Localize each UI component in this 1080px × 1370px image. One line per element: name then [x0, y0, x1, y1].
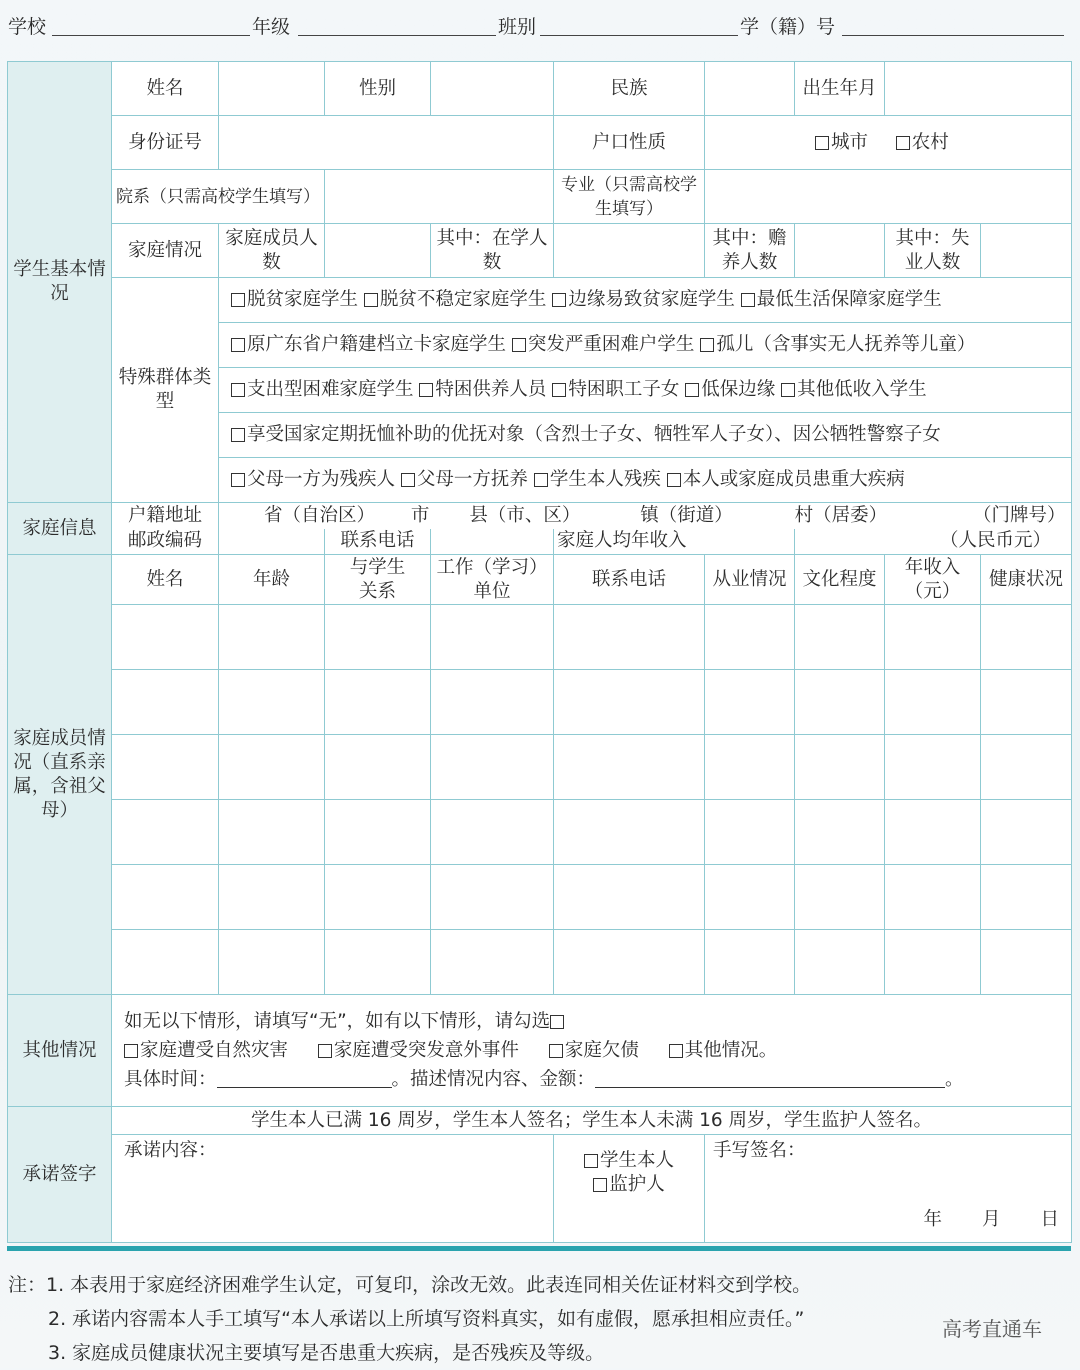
- special-option: 原广东省户籍建档立卡家庭学生: [247, 334, 507, 355]
- cell[interactable]: [795, 865, 885, 930]
- cell[interactable]: [219, 800, 325, 865]
- cell[interactable]: [554, 605, 705, 670]
- in-school-field[interactable]: [554, 224, 705, 278]
- cell[interactable]: [431, 865, 554, 930]
- year-label: 年: [923, 1209, 942, 1230]
- form-header: [0, 0, 1080, 50]
- cell[interactable]: [885, 605, 981, 670]
- special-checkbox[interactable]: [512, 338, 526, 352]
- note-item: 3. 家庭成员健康状况主要填写是否患重大疾病，是否残疾及等级。: [48, 1342, 605, 1364]
- ethnicity-label: 民族: [554, 62, 705, 116]
- cell[interactable]: [219, 735, 325, 800]
- class-field[interactable]: [540, 35, 738, 36]
- guardian-checkbox[interactable]: [593, 1178, 607, 1192]
- cell[interactable]: [554, 930, 705, 995]
- hukou-options: [705, 116, 1072, 170]
- self-checkbox[interactable]: [584, 1154, 598, 1168]
- hukou-city-checkbox[interactable]: [815, 136, 829, 150]
- special-checkbox[interactable]: [231, 383, 245, 397]
- cell[interactable]: [554, 865, 705, 930]
- watermark: 高考直通车: [942, 1317, 1042, 1341]
- special-option: 最低生活保障家庭学生: [756, 289, 942, 310]
- addr-county: 县（市、区）: [469, 504, 581, 526]
- in-school-label: 其中：在学人数: [431, 224, 554, 278]
- income-unit: （人民币元）: [939, 530, 1051, 552]
- cell[interactable]: [112, 605, 219, 670]
- special-checkbox[interactable]: [231, 293, 245, 307]
- col-header: 工作（学习）单位: [431, 555, 554, 605]
- pledge-content-field[interactable]: [112, 1135, 554, 1243]
- hukou-rural-label: 农村: [911, 131, 949, 153]
- class-label: 班别: [498, 16, 537, 38]
- cell[interactable]: [705, 605, 795, 670]
- gender-field[interactable]: [431, 62, 554, 116]
- income-label: 家庭人均年收入: [554, 529, 795, 555]
- desc-end: 。: [945, 1069, 964, 1090]
- cell[interactable]: [885, 865, 981, 930]
- special-option: 特困供养人员: [435, 379, 547, 400]
- cell[interactable]: [219, 865, 325, 930]
- col-header: 健康状况: [981, 555, 1072, 605]
- member-row: [8, 930, 1072, 995]
- cell[interactable]: [112, 800, 219, 865]
- major-label: 专业（只需高校学生填写）: [554, 170, 705, 224]
- dependents-label: 其中：赡养人数: [705, 224, 795, 278]
- signature-label: 手写签名：: [713, 1140, 806, 1161]
- cell[interactable]: [431, 930, 554, 995]
- addr-town: 镇（街道）: [640, 504, 733, 526]
- unemployed-field[interactable]: [981, 224, 1072, 278]
- special-checkbox[interactable]: [364, 293, 378, 307]
- other-checkbox[interactable]: [124, 1044, 138, 1058]
- day-label: 日: [1040, 1209, 1059, 1230]
- birth-field[interactable]: [885, 62, 1072, 116]
- section-family-info: 家庭信息: [8, 503, 112, 555]
- other-checkbox[interactable]: [669, 1044, 683, 1058]
- cell[interactable]: [431, 735, 554, 800]
- gender-label: 性别: [325, 62, 431, 116]
- dependents-field[interactable]: [795, 224, 885, 278]
- cell[interactable]: [885, 670, 981, 735]
- special-checkbox[interactable]: [667, 473, 681, 487]
- school-field[interactable]: [52, 35, 250, 36]
- id-label: 身份证号: [112, 116, 219, 170]
- section-basic: 学生基本情况: [8, 62, 112, 503]
- id-field[interactable]: [219, 116, 554, 170]
- phone-field[interactable]: [431, 529, 554, 555]
- special-option: 学生本人残疾: [549, 469, 661, 490]
- cell[interactable]: [325, 865, 431, 930]
- cell[interactable]: [705, 670, 795, 735]
- col-header: 从业情况: [705, 555, 795, 605]
- addr-city: 市: [410, 504, 430, 526]
- grade-field[interactable]: [298, 35, 496, 36]
- school-label: 学校: [8, 16, 47, 38]
- month-label: 月: [981, 1209, 1001, 1230]
- desc-field[interactable]: [595, 1069, 945, 1088]
- note-item: 2. 承诺内容需本人手工填写“本人承诺以上所填写资料真实，如有虚假，愿承担相应责任。”: [48, 1308, 805, 1330]
- ethnicity-field[interactable]: [705, 62, 795, 116]
- major-field[interactable]: [705, 170, 1072, 224]
- cell[interactable]: [981, 670, 1072, 735]
- other-option: 家庭遭受突发意外事件: [333, 1040, 519, 1061]
- cell[interactable]: [795, 670, 885, 735]
- cell[interactable]: [795, 605, 885, 670]
- hukou-label: 户口性质: [554, 116, 705, 170]
- member-row: [8, 865, 1072, 930]
- special-option: 本人或家庭成员患重大疾病: [682, 469, 905, 490]
- cell[interactable]: [981, 865, 1072, 930]
- special-option: 父母一方为残疾人: [247, 469, 396, 490]
- special-checkbox[interactable]: [700, 338, 714, 352]
- desc-label: 。描述情况内容、金额：: [391, 1069, 596, 1090]
- col-header: 与学生关系: [325, 555, 431, 605]
- cell[interactable]: [554, 800, 705, 865]
- student-no-field[interactable]: [842, 35, 1064, 36]
- cell[interactable]: [981, 800, 1072, 865]
- col-header: 联系电话: [554, 555, 705, 605]
- family-members-label: 家庭成员人数: [219, 224, 325, 278]
- member-row: [8, 800, 1072, 865]
- department-label: 院系（只需高校学生填写）: [112, 170, 325, 224]
- special-option: 低保边缘: [701, 379, 776, 400]
- cell[interactable]: [795, 735, 885, 800]
- notes: [8, 1268, 811, 1370]
- cell[interactable]: [431, 800, 554, 865]
- address-field[interactable]: [219, 503, 1072, 529]
- other-checkbox[interactable]: [549, 1044, 563, 1058]
- special-option: 孤儿（含事实无人抚养等儿童）: [716, 334, 976, 355]
- special-row-1: [219, 278, 1072, 323]
- time-label: 具体时间：: [124, 1069, 217, 1090]
- special-option: 边缘易致贫家庭学生: [568, 289, 735, 310]
- special-checkbox[interactable]: [685, 383, 699, 397]
- family-status-label: 家庭情况: [112, 224, 219, 278]
- section-pledge: 承诺签字: [8, 1107, 112, 1243]
- special-option: 其他低收入学生: [797, 379, 927, 400]
- special-checkbox[interactable]: [419, 383, 433, 397]
- income-field[interactable]: [795, 529, 1072, 555]
- phone-label: 联系电话: [325, 529, 431, 555]
- cell[interactable]: [325, 670, 431, 735]
- special-option: 支出型困难家庭学生: [247, 379, 414, 400]
- cell[interactable]: [219, 670, 325, 735]
- member-row: [8, 735, 1072, 800]
- special-row-3: [219, 368, 1072, 413]
- hukou-city-label: 城市: [831, 131, 869, 153]
- col-header: 年收入（元）: [885, 555, 981, 605]
- pledge-content-label: 承诺内容：: [124, 1140, 217, 1161]
- time-field[interactable]: [217, 1069, 392, 1088]
- member-row: [8, 670, 1072, 735]
- cell[interactable]: [705, 865, 795, 930]
- col-header: 姓名: [112, 555, 219, 605]
- special-checkbox[interactable]: [781, 383, 795, 397]
- cell[interactable]: [112, 865, 219, 930]
- notes-label: 注：: [8, 1274, 47, 1296]
- address-label: 户籍地址: [112, 503, 219, 529]
- family-members-field[interactable]: [325, 224, 431, 278]
- hukou-rural-checkbox[interactable]: [896, 136, 910, 150]
- special-option: 脱贫家庭学生: [247, 289, 359, 310]
- special-group-label: 特殊群体类型: [112, 278, 219, 503]
- cell[interactable]: [112, 735, 219, 800]
- special-checkbox[interactable]: [552, 383, 566, 397]
- name-field[interactable]: [219, 62, 325, 116]
- special-option: 享受国家定期抚恤补助的优抚对象（含烈士子女、牺牲军人子女）、因公牺牲警察子女: [247, 424, 941, 445]
- special-checkbox[interactable]: [534, 473, 548, 487]
- cell[interactable]: [431, 605, 554, 670]
- special-option: 突发严重困难户学生: [527, 334, 695, 355]
- cell[interactable]: [981, 930, 1072, 995]
- postcode-label: 邮政编码: [112, 529, 219, 555]
- cell[interactable]: [325, 605, 431, 670]
- application-form: [7, 61, 1072, 1243]
- special-row-4: [219, 413, 1072, 458]
- addr-province: 省（自治区）: [264, 504, 376, 526]
- pledge-instruction: 学生本人已满 16 周岁，学生本人签名；学生本人未满 16 周岁，学生监护人签名。: [112, 1107, 1072, 1135]
- name-label: 姓名: [112, 62, 219, 116]
- cell[interactable]: [705, 930, 795, 995]
- cell[interactable]: [981, 605, 1072, 670]
- special-checkbox[interactable]: [552, 293, 566, 307]
- col-header: 文化程度: [795, 555, 885, 605]
- special-checkbox[interactable]: [231, 428, 245, 442]
- guardian-label: 监护人: [609, 1174, 665, 1195]
- cell[interactable]: [554, 670, 705, 735]
- special-checkbox[interactable]: [741, 293, 755, 307]
- cell[interactable]: [112, 670, 219, 735]
- other-content: [112, 995, 1072, 1107]
- special-checkbox[interactable]: [401, 473, 415, 487]
- student-no-label: 学（籍）号: [740, 16, 836, 38]
- signer-options: [554, 1135, 705, 1243]
- cell[interactable]: [219, 605, 325, 670]
- signature-field[interactable]: [705, 1135, 1072, 1243]
- other-option: 家庭欠债: [564, 1040, 639, 1061]
- cell[interactable]: [885, 735, 981, 800]
- special-option: 特困职工子女: [568, 379, 680, 400]
- other-option: 其他情况。: [684, 1040, 778, 1061]
- other-option: 家庭遭受自然灾害: [140, 1040, 289, 1061]
- cell[interactable]: [431, 670, 554, 735]
- postcode-field[interactable]: [219, 529, 325, 555]
- sign-date: [883, 1208, 1059, 1232]
- department-field[interactable]: [325, 170, 554, 224]
- addr-village: 村（居委）: [794, 504, 888, 526]
- cell[interactable]: [885, 800, 981, 865]
- cell[interactable]: [112, 930, 219, 995]
- cell[interactable]: [885, 930, 981, 995]
- note-item: 1. 本表用于家庭经济困难学生认定，可复印，涂改无效。此表连同相关佐证材料交到学校。: [46, 1274, 812, 1296]
- cell[interactable]: [325, 930, 431, 995]
- cell[interactable]: [219, 930, 325, 995]
- special-option: 父母一方抚养: [416, 469, 528, 490]
- col-header: 年龄: [219, 555, 325, 605]
- cell[interactable]: [705, 735, 795, 800]
- addr-house: （门牌号）: [973, 504, 1066, 526]
- section-other: 其他情况: [8, 995, 112, 1107]
- cell[interactable]: [325, 735, 431, 800]
- bottom-accent-bar: [7, 1246, 1071, 1251]
- member-row: [8, 605, 1072, 670]
- birth-label: 出生年月: [795, 62, 885, 116]
- cell[interactable]: [705, 800, 795, 865]
- cell[interactable]: [795, 800, 885, 865]
- cell[interactable]: [325, 800, 431, 865]
- unemployed-label: 其中：失业人数: [885, 224, 981, 278]
- special-row-5: [219, 458, 1072, 503]
- special-option: 脱贫不稳定家庭学生: [379, 289, 547, 310]
- cell[interactable]: [554, 735, 705, 800]
- self-label: 学生本人: [599, 1150, 674, 1171]
- other-checkbox[interactable]: [318, 1044, 332, 1058]
- cell[interactable]: [981, 735, 1072, 800]
- cell[interactable]: [795, 930, 885, 995]
- section-family-members: 家庭成员情况（直系亲属，含祖父母）: [8, 555, 112, 995]
- special-checkbox[interactable]: [231, 338, 245, 352]
- other-none-checkbox[interactable]: [550, 1015, 564, 1029]
- special-row-2: [219, 323, 1072, 368]
- special-checkbox[interactable]: [231, 473, 245, 487]
- other-instruction: 如无以下情形，请填写“无”，如有以下情形，请勾选: [124, 1011, 551, 1032]
- grade-label: 年级: [252, 16, 291, 38]
